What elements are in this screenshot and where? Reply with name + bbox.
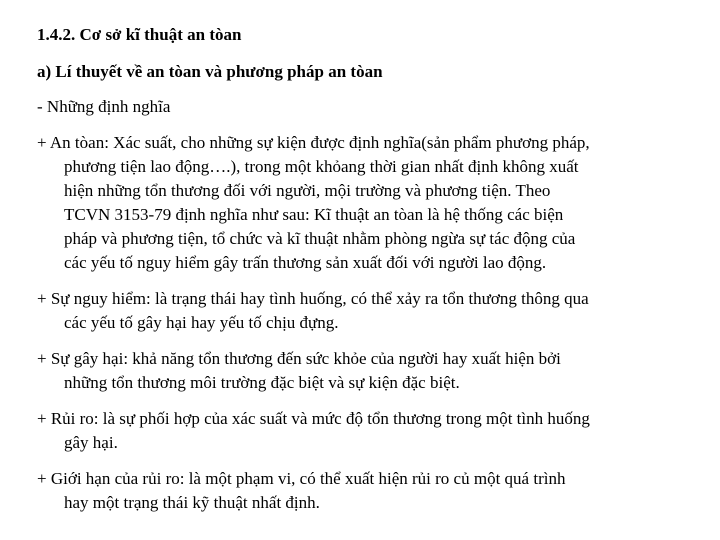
definition-line: + Sự gây hại: khả năng tổn thương đến sức khỏe của người hay xuất hiện bởi bbox=[37, 349, 561, 368]
definition-line: hay một trạng thái kỹ thuật nhất định. bbox=[64, 493, 320, 512]
bullet-definitions-title: - Những định nghĩa bbox=[37, 97, 171, 116]
definition-danger bbox=[37, 287, 699, 335]
definition-line: phương tiện lao động….), trong một khỏang thời gian nhất định không xuất bbox=[64, 157, 579, 176]
subsection-heading: a) Lí thuyết về an tòan và phương pháp an tòan bbox=[37, 62, 383, 81]
definition-harm bbox=[37, 347, 699, 395]
definition-line: gây hại. bbox=[64, 433, 118, 452]
definition-line: các yếu tố gây hại hay yếu tố chịu đựng. bbox=[64, 313, 339, 332]
definition-risk-limit bbox=[37, 467, 699, 515]
section-heading: 1.4.2. Cơ sở kĩ thuật an tòan bbox=[37, 25, 242, 44]
definition-line: + Giới hạn của rủi ro: là một phạm vi, có thể xuất hiện rủi ro củ một quá trình bbox=[37, 469, 566, 488]
definition-safety bbox=[37, 131, 699, 275]
definition-risk bbox=[37, 407, 699, 455]
definition-line: pháp và phương tiện, tổ chức và kĩ thuật nhằm phòng ngừa sự tác động của bbox=[64, 229, 576, 248]
definition-line: + An tòan: Xác suất, cho những sự kiện được định nghĩa(sản phẩm phương pháp, bbox=[37, 133, 590, 152]
definition-line: TCVN 3153-79 định nghĩa như sau: Kĩ thuật an tòan là hệ thống các biện bbox=[64, 205, 564, 224]
definition-line: những tổn thương môi trường đặc biệt và sự kiện đặc biệt. bbox=[64, 373, 460, 392]
definition-line: các yếu tố nguy hiểm gây trấn thương sản xuất đối với người lao động. bbox=[64, 253, 547, 272]
definition-line: + Rủi ro: là sự phối hợp của xác suất và mức độ tổn thương trong một tình huống bbox=[37, 409, 590, 428]
definition-line: hiện những tổn thương đối với người, mội trường và phương tiện. Theo bbox=[64, 181, 551, 200]
definition-line: + Sự nguy hiểm: là trạng thái hay tình huống, có thể xảy ra tổn thương thông qua bbox=[37, 289, 589, 308]
